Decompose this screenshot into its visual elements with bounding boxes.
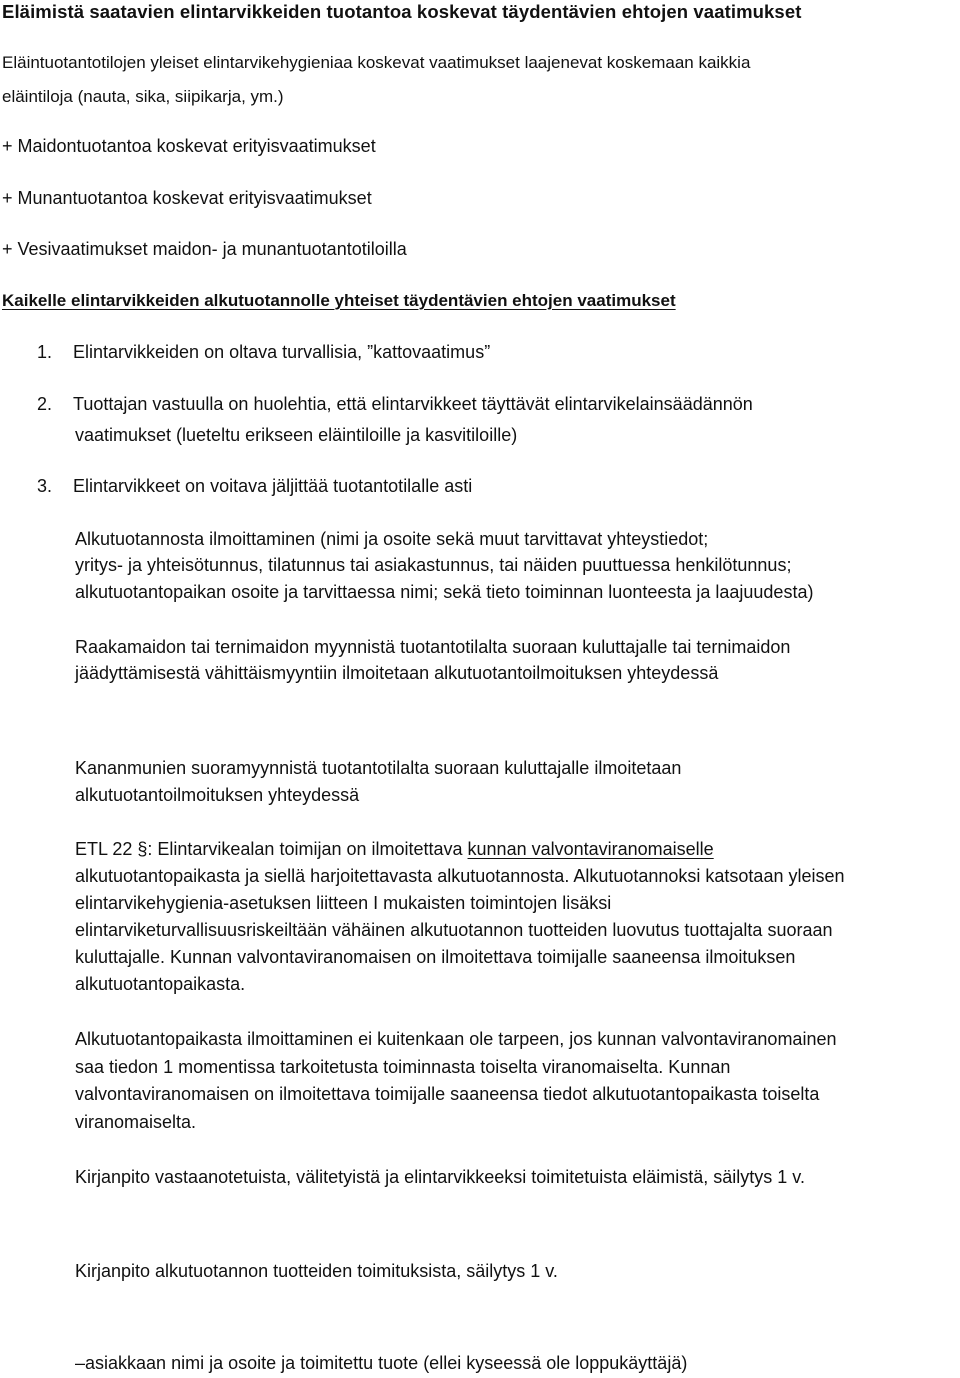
notification-line-2: yritys- ja yhteisötunnus, tilatunnus tai asiakastunnus, tai näiden puuttuessa henkilötunnus; — [75, 555, 792, 575]
intro-line-2: eläintiloja (nauta, sika, siipikarja, ym.) — [2, 87, 284, 106]
bookkeeping-received-line: Kirjanpito vastaanotetuista, välitetyistä ja elintarvikkeeksi toimitetuista eläimistä, säilytys 1 v. — [75, 1167, 805, 1187]
etl-line-3: elintarvikehygienia-asetuksen liitteen I mukaisten toimintojen lisäksi — [75, 893, 612, 913]
customer-info-line: –asiakkaan nimi ja osoite ja toimitettu tuote (ellei kyseessä ole loppukäyttäjä) — [75, 1353, 688, 1373]
exception-line-1: Alkutuotantopaikasta ilmoittaminen ei kuitenkaan ole tarpeen, jos kunnan valvontaviranomainen — [75, 1029, 837, 1049]
item-number: 1. — [37, 342, 53, 362]
milk-line-1: Raakamaidon tai ternimaidon myynnistä tuotantotilalta suoraan kuluttajalle tai ternimaidon — [75, 637, 791, 657]
item-text: Elintarvikkeiden on oltava turvallisia, ”kattovaatimus” — [73, 342, 491, 362]
etl-line-6: alkutuotantopaikasta. — [75, 974, 246, 994]
milk-line-2: jäädyttämisestä vähittäismyyntiin ilmoitetaan alkutuotantoilmoituksen yhteydessä — [75, 663, 719, 683]
bookkeeping-deliveries-line: Kirjanpito alkutuotannon tuotteiden toimituksista, säilytys 1 v. — [75, 1261, 558, 1281]
plus-item-eggs: + Munantuotantoa koskevat erityisvaatimukset — [2, 188, 372, 208]
numbered-item-2 — [37, 392, 753, 416]
intro-line-1: Eläintuotantotilojen yleiset elintarvikehygieniaa koskevat vaatimukset laajenevat koskemaan kaikkia — [2, 53, 751, 72]
item-text: Tuottajan vastuulla on huolehtia, että elintarvikkeet täyttävät elintarvikelainsäädännön — [73, 394, 753, 414]
notification-line-1: Alkutuotannosta ilmoittaminen (nimi ja osoite sekä muut tarvittavat yhteystiedot; — [75, 529, 709, 549]
exception-line-2: saa tiedon 1 momentissa tarkoitetusta toiminnasta toiselta viranomaiselta. Kunnan — [75, 1057, 731, 1077]
etl-line-5: kuluttajalle. Kunnan valvontaviranomaisen on ilmoitettava toimijalle saaneensa ilmoituksen — [75, 947, 796, 967]
notification-line-3: alkutuotantopaikan osoite ja tarvittaessa nimi; sekä tieto toiminnan luonteesta ja laajuudesta) — [75, 582, 814, 602]
etl-line-1 — [75, 837, 714, 861]
item-text: Elintarvikkeet on voitava jäljittää tuotantotilalle asti — [73, 476, 473, 496]
item-number: 3. — [37, 476, 53, 496]
common-requirements-heading: Kaikelle elintarvikkeiden alkutuotannolle yhteiset täydentävien ehtojen vaatimukset — [2, 291, 676, 310]
numbered-item-1 — [37, 340, 490, 364]
etl-line-2: alkutuotantopaikasta ja siellä harjoitettavasta alkutuotannosta. Alkutuotannoksi katsotaan yleisen — [75, 866, 845, 886]
etl-text-start: ETL 22 §: Elintarvikealan toimijan on ilmoitettava — [75, 839, 468, 859]
numbered-item-3 — [37, 474, 472, 498]
etl-line-4: elintarviketurvallisuusriskeiltään vähäinen alkutuotannon tuotteiden luovutus tuottajalta suoraan — [75, 920, 833, 940]
numbered-item-2-cont: vaatimukset (lueteltu erikseen eläintiloille ja kasvitiloille) — [75, 425, 518, 445]
municipal-authority-link-text: kunnan valvontaviranomaiselle — [467, 839, 714, 859]
exception-line-3: valvontaviranomaisen on ilmoitettava toimijalle saaneensa tiedot alkutuotantopaikasta toiselta — [75, 1084, 820, 1104]
exception-line-4: viranomaiselta. — [75, 1112, 197, 1132]
document-title: Eläimistä saatavien elintarvikkeiden tuotantoa koskevat täydentävien ehtojen vaatimukset — [2, 1, 802, 22]
eggs-line-1: Kananmunien suoramyynnistä tuotantotilalta suoraan kuluttajalle ilmoitetaan — [75, 758, 682, 778]
item-number: 2. — [37, 394, 53, 414]
plus-item-milk: + Maidontuotantoa koskevat erityisvaatimukset — [2, 136, 376, 156]
plus-item-water: + Vesivaatimukset maidon- ja munantuotantotiloilla — [2, 239, 407, 259]
eggs-line-2: alkutuotantoilmoituksen yhteydessä — [75, 785, 360, 805]
